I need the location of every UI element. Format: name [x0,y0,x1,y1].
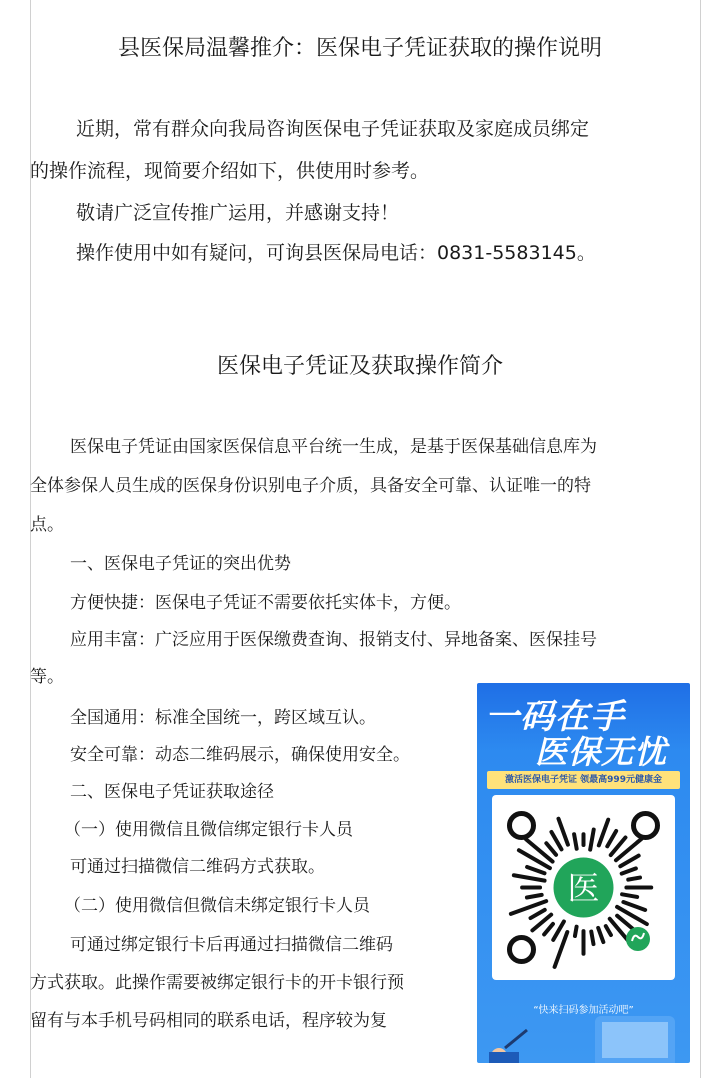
advantage-secure: 安全可靠：动态二维码展示，确保使用安全。 [70,745,410,765]
qr-finder [510,814,534,838]
qr-finder [510,938,534,962]
definition-line3: 点。 [30,515,64,535]
intro-p1-line2: 的操作流程，现简要介绍如下，供使用时参考。 [30,160,430,182]
qr-ray [590,830,594,850]
poster-headline-1: 一码在手 [485,697,625,737]
qr-center-char: 医 [567,869,600,907]
qr-ray [575,927,577,936]
intro-p3: 操作使用中如有疑问，可询县医保局电话：0831-5583145。 [76,242,596,264]
method-1-desc: 可通过扫描微信二维码方式获取。 [70,857,325,877]
qr-ray [599,820,608,846]
qr-ray [620,856,638,867]
section-title: 医保电子凭证及获取操作简介 [216,354,503,379]
qr-ray [546,843,556,855]
poster-headline-2: 医保无忧 [535,733,668,771]
qr-ray [591,932,593,945]
qr-card [492,795,675,980]
advantage-nationwide: 全国通用：标准全国统一，跨区域互认。 [70,708,376,728]
qr-ray [598,928,603,942]
section-heading-advantages: 一、医保电子凭证的突出优势 [70,554,291,574]
qr-ray [617,916,633,929]
poster-caption: “快来扫码参加活动吧” [533,1005,634,1016]
advantage-convenient: 方便快捷：医保电子凭证不需要依托实体卡，方便。 [70,593,461,613]
method-2-title: （二）使用微信但微信未绑定银行卡人员 [64,896,370,916]
section-heading-methods: 二、医保电子凭证获取途径 [70,782,274,802]
qr-finder [634,814,658,838]
definition-line1: 医保电子凭证由国家医保信息平台统一生成，是基于医保基础信息库为 [70,437,597,457]
method-2-desc-line3: 留有与本手机号码相同的联系电话，程序较为复 [30,1011,387,1031]
method-2-desc-line2: 方式获取。此操作需要被绑定银行卡的开卡银行预 [30,973,404,993]
method-1-title: （一）使用微信且微信绑定银行卡人员 [64,820,353,840]
qr-ray [606,926,611,935]
advantage-rich-apps-line2: 等。 [30,667,64,687]
advantage-rich-apps-line1: 应用丰富：广泛应用于医保缴费查询、报销支付、异地备案、医保挂号 [70,630,597,650]
definition-line2: 全体参保人员生成的医保身份识别电子介质，具备安全可靠、认证唯一的特 [30,476,591,496]
poster-banner: 激活医保电子凭证 领最高999元健康金 [487,771,680,789]
method-2-desc-line1: 可通过绑定银行卡后再通过扫描微信二维码 [70,935,393,955]
page-title: 县医保局温馨推介：医保电子凭证获取的操作说明 [117,36,602,61]
qr-ray [622,894,637,897]
qr-ray [514,875,545,880]
qr-ray [628,878,640,880]
qr-ray [527,867,544,873]
intro-p2: 敬请广泛宣传推广运用，并感谢支持！ [76,202,400,224]
qr-ray [531,910,545,918]
qr-ray [622,868,636,873]
qr-ray [551,832,561,849]
qr-ray [558,819,567,845]
phone-illustration [477,1008,690,1063]
qr-ray [527,895,542,898]
page-right-edge [700,0,701,1078]
qr-ray [574,834,577,848]
qr-ray [607,831,616,846]
miniprogram-icon [626,927,650,951]
promo-poster [477,683,690,1063]
intro-p1-line1: 近期，常有群众向我局咨询医保电子凭证获取及家庭成员绑定 [76,118,590,140]
qr-ray [544,924,553,934]
qr-ray [623,902,645,910]
wechat-miniprogram-qr-icon[interactable] [492,795,675,980]
